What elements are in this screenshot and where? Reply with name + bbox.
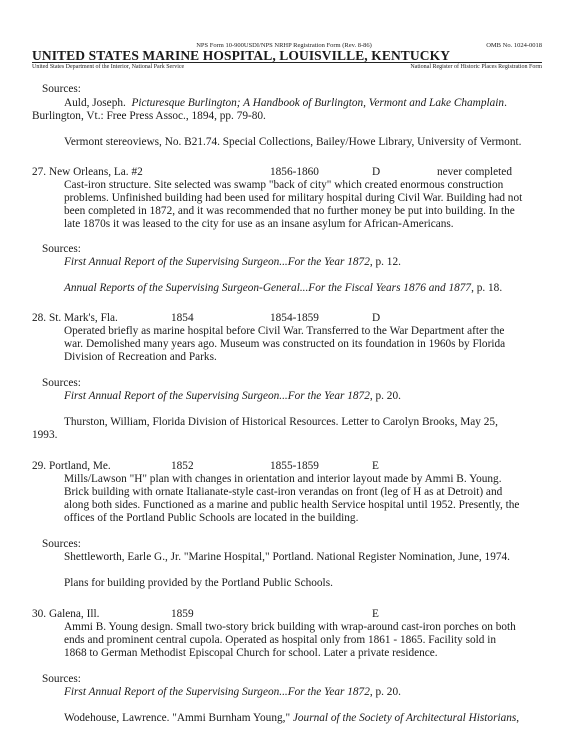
entry-year: 1854 — [171, 312, 194, 324]
entry-desc-line: been completed in 1872, and it was recommended that no further money be put into building. In the — [64, 205, 515, 217]
entry-year: 1859 — [171, 608, 194, 620]
entry-desc-line: Ammi B. Young design. Small two-story brick building with wrap-around cast-iron porches on both — [64, 621, 516, 633]
entry-desc-line: Division of Recreation and Parks. — [64, 351, 217, 363]
entry-dates: 1855-1859 — [270, 460, 319, 472]
entry-desc-line: late 1870s it was leased to the city for use as an insane asylum for African-Americans. — [64, 218, 454, 230]
entry-name: 28. St. Mark's, Fla. — [32, 312, 118, 324]
entry-code: E — [372, 608, 379, 620]
source-citation: Shettleworth, Earle G., Jr. "Marine Hospital," Portland. National Register Nomination, June, 1974. — [64, 551, 510, 563]
source-citation: First Annual Report of the Supervising Surgeon...For the Year 1872, p. 12. — [64, 256, 401, 268]
sources-label: Sources: — [42, 83, 81, 95]
entry-name: 30. Galena, Ill. — [32, 608, 100, 620]
sources-label: Sources: — [42, 377, 81, 389]
form-number: NPS Form 10-900USDI/NPS NRHP Registration Form (Rev. 8-86) — [196, 42, 372, 49]
entry-desc-line: Cast-iron structure. Site selected was swamp "back of city" which created enormous construction — [64, 179, 504, 191]
entry-name: 29. Portland, Me. — [32, 460, 111, 472]
source-citation-cont: 1993. — [32, 429, 58, 441]
omb-number: OMB No. 1024-0018 — [486, 42, 542, 49]
source-citation: Auld, Joseph. Picturesque Burlington; A Handbook of Burlington, Vermont and Lake Champlain. — [64, 97, 507, 109]
entry-code: D — [372, 166, 381, 178]
entry-dates: 1854-1859 — [270, 312, 319, 324]
source-citation: Vermont stereoviews, No. B21.74. Special Collections, Bailey/Howe Library, University of Vermont. — [64, 136, 522, 148]
source-citation: Plans for building provided by the Portland Public Schools. — [64, 577, 333, 589]
source-citation: Wodehouse, Lawrence. "Ammi Burnham Young," Journal of the Society of Architectural Historians, — [64, 712, 520, 724]
sources-label: Sources: — [42, 243, 81, 255]
entry-dates: 1856-1860 — [270, 166, 319, 178]
entry-code: D — [372, 312, 381, 324]
sources-label: Sources: — [42, 673, 81, 685]
source-citation: Thurston, William, Florida Division of Historical Resources. Letter to Carolyn Brooks, May 25, — [64, 416, 498, 428]
entry-note: never completed — [437, 166, 512, 178]
register-form-line: National Register of Historic Places Registration Form — [410, 64, 542, 70]
entry-desc-line: offices of the Portland Public Schools are located in the building. — [64, 512, 359, 524]
entry-desc-line: problems. Unfinished building had been used for military hospital during Civil War. Building had not — [64, 192, 523, 204]
department-line: United States Department of the Interior, National Park Service — [32, 64, 185, 70]
entry-desc-line: war. Demolished many years ago. Museum was constructed on its foundation in 1960s by Florida — [64, 338, 506, 350]
entry-code: E — [372, 460, 379, 472]
source-citation: First Annual Report of the Supervising Surgeon...For the Year 1872, p. 20. — [64, 686, 401, 698]
entry-desc-line: Mills/Lawson "H" plan with changes in orientation and interior layout made by Ammi B. Young. — [64, 473, 502, 485]
entry-desc-line: ends and prominent central cupola. Operated as hospital only from 1861 - 1865. Facility sold in — [64, 634, 497, 646]
entry-desc-line: Brick building with ornate Italianate-style cast-iron verandas on front (leg of H as at Detroit) and — [64, 486, 503, 498]
entry-desc-line: Operated briefly as marine hospital before Civil War. Transferred to the War Department after the — [64, 325, 505, 337]
sources-label: Sources: — [42, 538, 81, 550]
source-citation: Annual Reports of the Supervising Surgeon-General...For the Fiscal Years 1876 and 1877, p. 18. — [64, 282, 503, 294]
source-citation-cont: Burlington, Vt.: Free Press Assoc., 1894, pp. 79-80. — [32, 110, 266, 122]
source-citation: First Annual Report of the Supervising Surgeon...For the Year 1872, p. 20. — [64, 390, 401, 402]
entry-desc-line: 1868 to German Methodist Episcopal Church for school. Later a private residence. — [64, 647, 438, 659]
header-rule — [32, 62, 542, 63]
page-title: UNITED STATES MARINE HOSPITAL, LOUISVILLE, KENTUCKY — [32, 48, 451, 63]
entry-desc-line: along both sides. Functioned as a marine and public health Service hospital until 1952. Presently, the — [64, 499, 520, 511]
entry-year: 1852 — [171, 460, 194, 472]
entry-name: 27. New Orleans, La. #2 — [32, 166, 143, 178]
